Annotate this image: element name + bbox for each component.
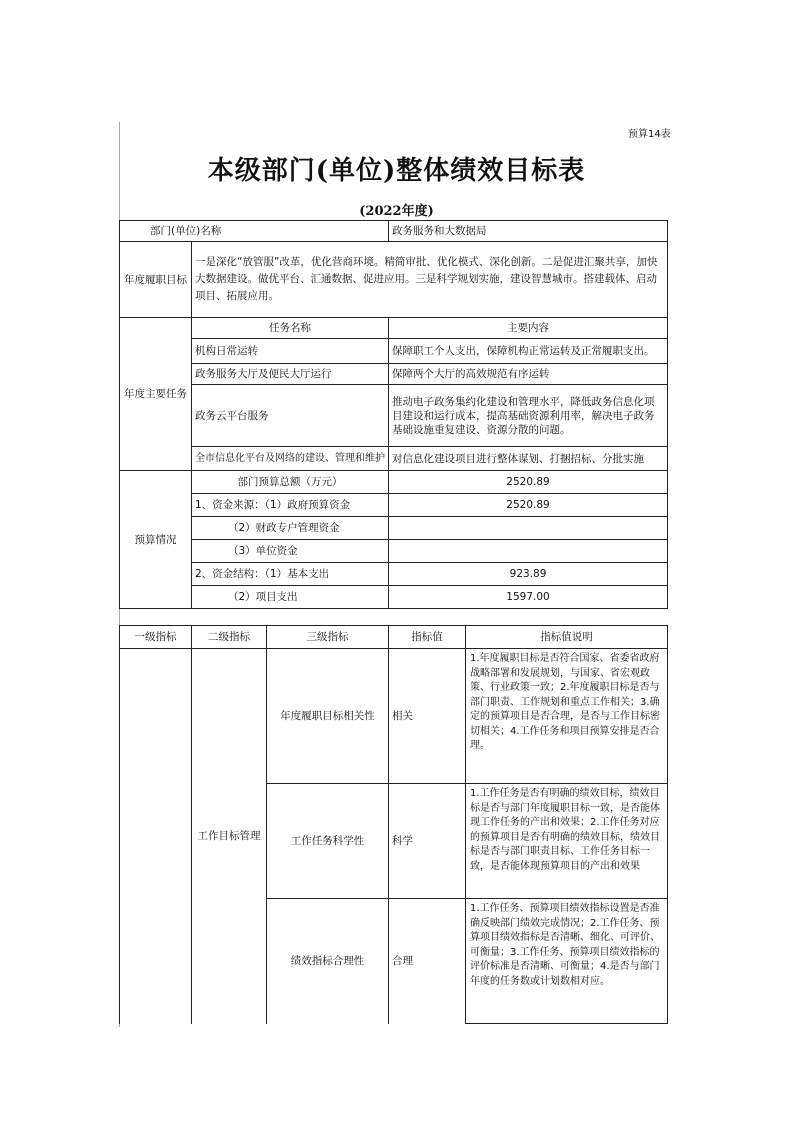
budget-item-name: 2、资金结构：（1）基本支出 [192, 563, 389, 586]
indicator-description: 1.年度履职目标是否符合国家、省委省政府战略部署和发展规划，与国家、省宏观政策、行业政策一致；2.年度履职目标是否与部门职责、工作规划和重点工作相关；3.确定的预算项目是否合理，是否与工作目标密切相关；4.工作任务和项目预算安排是否合理。 [466, 649, 668, 784]
tasks-col-name: 任务名称 [192, 318, 389, 339]
task-content: 推动电子政务集约化建设和管理水平，降低政务信息化项目建设和运行成本，提高基础资源利用率，解决电子政务基础设施重复建设、资源分散的问题。 [389, 385, 668, 447]
indicator-value: 科学 [389, 784, 466, 899]
level2-cell: 工作目标管理 [192, 649, 267, 1024]
form-number: 预算14表 [628, 129, 671, 140]
task-name: 政务云平台服务 [192, 385, 389, 447]
budget-label: 预算情况 [120, 471, 192, 609]
fiscal-year: (2022年度) [359, 204, 434, 219]
annual-goal-text: 一是深化“放管服”改革，优化营商环境。精简审批、优化模式、深化创新。二是促进汇聚共享，加快大数据建设。做优平台、汇通数据、促进应用。三是科学规划实施，建设智慧城市。搭建载体、启动项目、拓展应用。 [192, 242, 668, 318]
indicator-description: 1.工作任务是否有明确的绩效目标，绩效目标是否与部门年度履职目标一致，是否能体现工作任务的产出和效果；2.工作任务对应的预算项目是否有明确的绩效目标，绩效目标是否与部门职责目标、工作任务目标一致，是否能体现预算项目的产出和效果 [466, 784, 668, 899]
budget-item-name: （3）单位资金 [192, 540, 389, 563]
level3-cell: 年度履职目标相关性 [267, 649, 389, 784]
budget-item-value [389, 517, 668, 540]
header-value: 指标值 [389, 626, 466, 649]
indicator-value: 相关 [389, 649, 466, 784]
budget-item-name: 部门预算总额（万元） [192, 471, 389, 494]
header-level2: 二级指标 [192, 626, 267, 649]
budget-item-value: 2520.89 [389, 471, 668, 494]
budget-item-name: 1、资金来源：（1）政府预算资金 [192, 494, 389, 517]
task-name: 机构日常运转 [192, 339, 389, 364]
level3-cell: 工作任务科学性 [267, 784, 389, 899]
indicator-value: 合理 [389, 899, 466, 1024]
level1-cell [120, 649, 192, 1024]
budget-item-value: 923.89 [389, 563, 668, 586]
indicator-description: 1.工作任务、预算项目绩效指标设置是否准确反映部门绩效完成情况；2.工作任务、预算项目绩效指标是否清晰、细化、可评价、可衡量；3.工作任务、预算项目绩效指标的评价标准是否清晰、可衡量；4.是否与部门年度的任务数或计划数相对应。 [466, 899, 668, 1024]
budget-item-value [389, 540, 668, 563]
tasks-col-content: 主要内容 [389, 318, 668, 339]
task-content: 保障职工个人支出，保障机构正常运转及正常履职支出。 [389, 339, 668, 364]
budget-item-name: （2）项目支出 [192, 586, 389, 609]
header-level3: 三级指标 [267, 626, 389, 649]
header-level1: 一级指标 [120, 626, 192, 649]
task-name: 政务服务大厅及便民大厅运行 [192, 364, 389, 385]
annual-goal-label: 年度履职目标 [120, 242, 192, 318]
dept-label: 部门(单位)名称 [120, 221, 389, 242]
task-content: 对信息化建设项目进行整体谋划、打捆招标、分批实施 [389, 447, 668, 471]
indicator-table [119, 625, 668, 1024]
tasks-label: 年度主要任务 [120, 318, 192, 471]
task-name: 全市信息化平台及网络的建设、管理和维护 [192, 447, 389, 471]
budget-item-value: 1597.00 [389, 586, 668, 609]
header-description: 指标值说明 [466, 626, 668, 649]
budget-item-value: 2520.89 [389, 494, 668, 517]
level3-cell: 绩效指标合理性 [267, 899, 389, 1024]
page-title: 本级部门(单位)整体绩效目标表 [207, 156, 586, 186]
summary-table [119, 220, 668, 609]
dept-value: 政务服务和大数据局 [389, 221, 668, 242]
task-content: 保障两个大厅的高效规范有序运转 [389, 364, 668, 385]
budget-item-name: （2）财政专户管理资金 [192, 517, 389, 540]
